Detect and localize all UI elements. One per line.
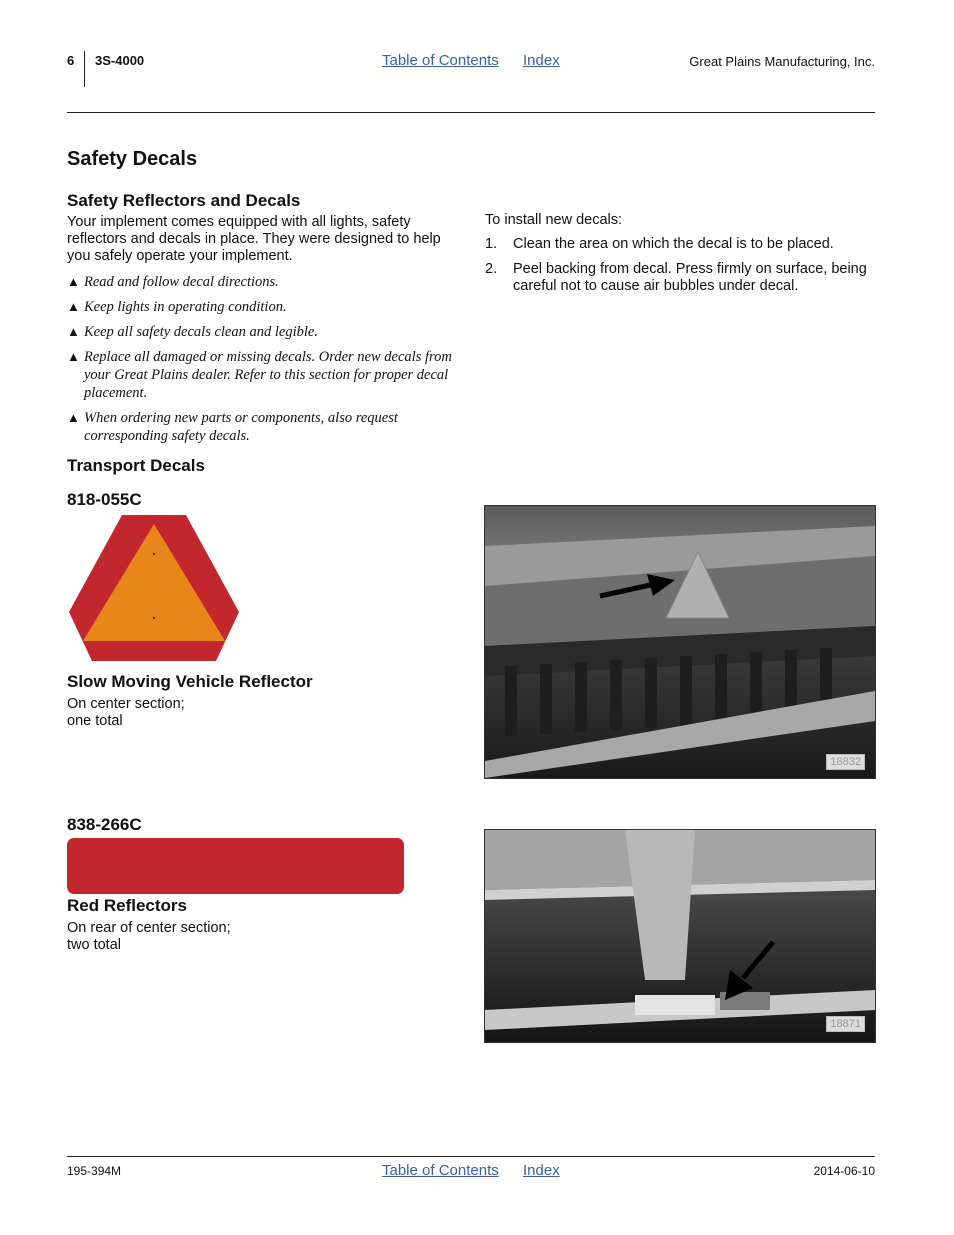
red-reflector-placement-photo: [484, 829, 876, 1043]
model-name: 3S-4000: [95, 53, 145, 68]
doc-number: 195-394M: [67, 1164, 122, 1178]
company-name: Great Plains Manufacturing, Inc.: [689, 54, 875, 69]
photo-id: 18871: [826, 1016, 865, 1032]
toc-link[interactable]: Table of Contents: [382, 52, 499, 69]
smv-reflector-name: Slow Moving Vehicle Reflector: [67, 672, 313, 691]
smv-placement-photo: [484, 505, 876, 779]
list-item: 2. Peel backing from decal. Press firmly on surface, being careful not to cause air bubbles under decal.: [485, 261, 867, 294]
smv-part-number: 818-055C: [67, 490, 142, 509]
red-location: On rear of center section; two total: [67, 920, 231, 953]
warning-triangle-icon: ▲: [67, 349, 80, 364]
warning-triangle-icon: ▲: [67, 410, 80, 425]
warning-triangle-icon: ▲: [67, 299, 80, 314]
safety-bullet-list: [67, 273, 457, 452]
list-item: ▲ When ordering new parts or components, also request corresponding safety decals.: [67, 410, 398, 444]
footer-rule: [67, 1156, 875, 1157]
reflectors-heading: Safety Reflectors and Decals: [67, 191, 301, 210]
reflectors-intro: Your implement comes equipped with all lights, safety reflectors and decals in place. They were designed to help you safely operate your implement.: [67, 214, 441, 264]
list-item: ▲ Keep all safety decals clean and legible.: [67, 324, 318, 340]
list-item: ▲ Read and follow decal directions.: [67, 274, 279, 290]
header-rule: [67, 112, 875, 113]
list-item: 1. Clean the area on which the decal is to be placed.: [485, 236, 834, 252]
list-item: ▲ Replace all damaged or missing decals. Order new decals from your Great Plains dealer. Refer to this section for proper decal placement.: [67, 349, 452, 401]
doc-date: 2014-06-10: [813, 1164, 875, 1178]
page-title: Safety Decals: [67, 148, 198, 170]
red-part-number: 838-266C: [67, 815, 142, 834]
footer-index-link[interactable]: Index: [523, 1162, 560, 1179]
transport-heading: Transport Decals: [67, 456, 205, 475]
index-link[interactable]: Index: [523, 52, 560, 69]
red-reflector-name: Red Reflectors: [67, 896, 187, 915]
photo-id: 18832: [826, 754, 865, 770]
list-item: ▲ Keep lights in operating condition.: [67, 299, 287, 315]
warning-triangle-icon: ▲: [67, 274, 80, 289]
red-reflector-decal: [67, 838, 404, 894]
install-steps: [485, 236, 880, 303]
install-intro: To install new decals:: [485, 212, 623, 228]
header-divider: [84, 51, 85, 87]
smv-reflector-decal: [68, 514, 240, 662]
footer-toc-link[interactable]: Table of Contents: [382, 1162, 499, 1179]
page-number: 6: [67, 53, 75, 68]
smv-location: On center section; one total: [67, 696, 185, 729]
warning-triangle-icon: ▲: [67, 324, 80, 339]
